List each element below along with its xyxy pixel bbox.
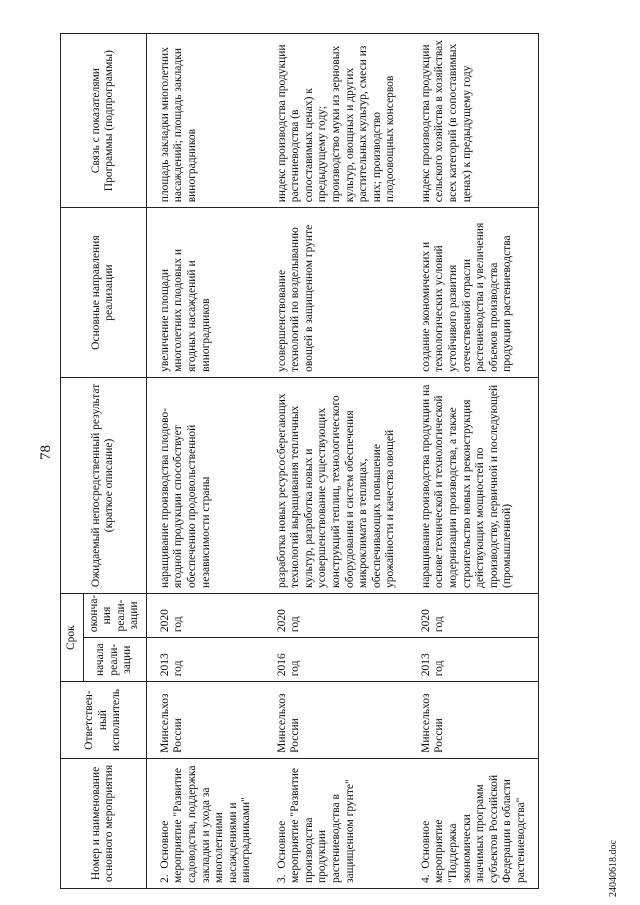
page-number: 78 — [38, 445, 54, 460]
row-number: 3. — [275, 874, 288, 883]
activity-name: Основное мероприятие "Развитие садоводства, поддержка закладки и ухода за многолетними насаждениями и виноградниками" — [158, 765, 253, 883]
executor-cell: Минсельхоз России — [408, 682, 539, 759]
header-term: Срок — [61, 593, 84, 681]
document-id: 24040618.doc — [608, 840, 619, 897]
result-cell: наращивание производства продукции на основе технической и технологической модернизации производства, а также строительство новых и реконструкция действующих мощностей по производству, первичной и последующей (промышленной) — [408, 377, 539, 593]
activity-name: Основное мероприятие "Развитие производства продукции растениеводства в защищенном грунте" — [275, 768, 356, 883]
header-result: Ожидаемый непосредственный результат (краткое описание) — [61, 377, 147, 593]
row-number: 4. — [419, 874, 432, 883]
activity-cell — [264, 758, 408, 888]
result-cell: разработка новых ресурсосберегающих технологий выращивания тепличных культур, разработка новых и усовершенствование существующих конструкций теплиц, технологического оборудования и систем обеспечения микроклимата в теплицах, обеспечивающих повышение урожайности и качества овощей — [264, 377, 408, 593]
executor-cell: Минсельхоз России — [146, 682, 263, 759]
program-activities-table — [60, 33, 539, 889]
result-cell: наращивание производства плодово-ягодной продукции способствует обеспечению продовольственной независимости страны — [146, 377, 263, 593]
header-directions: Основные направления реализации — [61, 208, 147, 378]
link-cell: индекс производства продукции сельского хозяйства в хозяйствах всех категорий (в сопоставимых ценах) к предыдущему году — [408, 34, 539, 208]
activity-cell — [408, 758, 539, 888]
start-cell: 2013 год — [146, 638, 263, 682]
header-number-name: Номер и наименование основного мероприятия — [61, 758, 147, 888]
row-number: 2. — [158, 874, 171, 883]
table-row — [264, 34, 408, 889]
start-cell: 2016 год — [264, 638, 408, 682]
executor-cell: Минсельхоз России — [264, 682, 408, 759]
header-end: оконча-ния реали-зации — [83, 593, 146, 637]
directions-cell: создание экономических и технологических условий устойчивого развития отечественной отрасли растениеводства и увеличения объемов производства продукции растениеводства — [408, 208, 539, 378]
header-link: Связь с показателями Программы (подпрограммы) — [61, 34, 147, 208]
activity-cell — [146, 758, 263, 888]
directions-cell: увеличение площади многолетних плодовых и ягодных насаждений и виноградников — [146, 208, 263, 378]
end-cell: 2020 год — [408, 593, 539, 637]
header-executor: Ответствен-ный исполнитель — [61, 682, 147, 759]
header-start: начала реали-зации — [83, 638, 146, 682]
header-row — [61, 34, 84, 889]
end-cell: 2020 год — [264, 593, 408, 637]
link-cell: индекс производства продукции растениеводства (в сопоставимых ценах) к предыдущему году; производство муки из зерновых культур, овощных и других растительных культур, смеси из них; производство плодоовощных консервов — [264, 34, 408, 208]
start-cell: 2013 год — [408, 638, 539, 682]
directions-cell: усовершенствование технологий по возделыванию овощей в защищенном грунте — [264, 208, 408, 378]
table-row — [146, 34, 263, 889]
link-cell: площадь закладки многолетних насаждений; площадь закладки виноградников — [146, 34, 263, 208]
table-row — [408, 34, 539, 889]
activity-name: Основное мероприятие "Поддержка экономически значимых программ субъектов Российской Федерации в области растениеводства" — [419, 774, 527, 883]
end-cell: 2020 год — [146, 593, 263, 637]
